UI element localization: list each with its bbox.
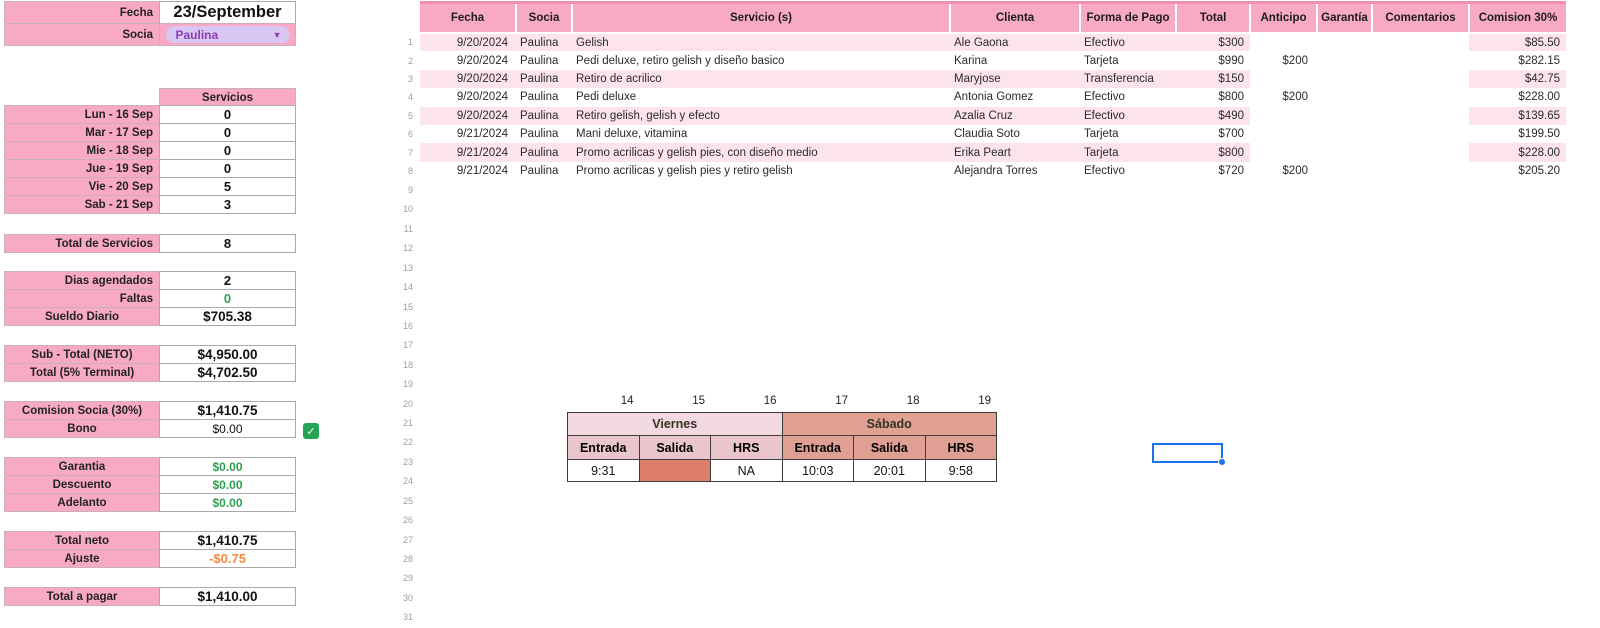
day-row bbox=[4, 195, 296, 214]
sabado-salida-value[interactable]: 20:01 bbox=[854, 460, 926, 482]
table-cell[interactable] bbox=[1372, 51, 1469, 69]
fecha-row bbox=[4, 1, 296, 24]
chevron-down-icon: ▼ bbox=[272, 29, 282, 40]
faltas-row bbox=[4, 289, 296, 308]
table-cell[interactable]: Paulina bbox=[520, 128, 559, 141]
table-cell[interactable]: Tarjeta bbox=[1080, 143, 1176, 161]
table-row bbox=[420, 162, 1566, 180]
subtotal-block bbox=[4, 346, 296, 382]
table-row bbox=[420, 51, 1566, 69]
header-servicio[interactable]: Servicio (s) bbox=[572, 4, 950, 33]
header-forma-de-pago[interactable]: Forma de Pago bbox=[1080, 4, 1176, 33]
descuento-row bbox=[4, 475, 296, 494]
table-cell[interactable]: Retiro gelish, gelish y efecto bbox=[572, 107, 950, 125]
total-a-pagar-label: Total a pagar bbox=[4, 587, 160, 606]
row-number[interactable]: 9 bbox=[407, 185, 413, 195]
subtotal-value-cell[interactable]: $4,950.00 bbox=[159, 345, 296, 364]
row-number[interactable]: 23 bbox=[402, 456, 413, 467]
header-total[interactable]: Total bbox=[1176, 4, 1250, 33]
table-cell[interactable]: Paulina bbox=[516, 33, 572, 51]
table-cell[interactable] bbox=[1317, 51, 1372, 69]
fecha-label: Fecha bbox=[4, 1, 160, 24]
table-cell[interactable]: Efectivo bbox=[1080, 33, 1176, 51]
table-cell[interactable]: Transferencia bbox=[1080, 70, 1176, 88]
table-cell[interactable]: $85.50 bbox=[1469, 33, 1566, 51]
socia-row bbox=[4, 23, 296, 46]
table-cell[interactable]: Paulina bbox=[520, 54, 559, 67]
table-cell[interactable] bbox=[1250, 143, 1317, 161]
fecha-socia-block bbox=[4, 2, 296, 46]
garantia-value-cell[interactable]: $0.00 bbox=[159, 457, 296, 476]
day-row bbox=[4, 141, 296, 160]
day-label: Sab - 21 Sep bbox=[4, 195, 160, 214]
table-cell[interactable]: Pedi deluxe, retiro gelish y diseño basico bbox=[576, 54, 785, 67]
bono-row bbox=[4, 419, 296, 438]
adelanto-value-cell[interactable]: $0.00 bbox=[159, 493, 296, 512]
table-row bbox=[420, 125, 1566, 143]
table-cell[interactable] bbox=[1250, 125, 1317, 143]
row-number[interactable]: 12 bbox=[402, 243, 413, 254]
day-label: Lun - 16 Sep bbox=[4, 105, 160, 124]
row-number[interactable]: 19 bbox=[402, 379, 413, 390]
table-cell[interactable]: Promo acrilicas y gelish pies y retiro gelish bbox=[576, 164, 793, 177]
table-cell[interactable] bbox=[1372, 70, 1469, 88]
table-cell[interactable]: $990 bbox=[1218, 54, 1244, 67]
table-cell[interactable]: $800 bbox=[1176, 143, 1250, 161]
table-cell[interactable]: Tarjeta bbox=[1084, 128, 1119, 141]
day-label: Jue - 19 Sep bbox=[4, 159, 160, 178]
table-cell[interactable]: $282.15 bbox=[1518, 54, 1560, 67]
table-cell[interactable] bbox=[1317, 33, 1372, 51]
table-cell[interactable]: $200 bbox=[1282, 54, 1308, 67]
table-cell[interactable]: Ale Gaona bbox=[950, 33, 1080, 51]
faltas-value-cell[interactable]: 0 bbox=[159, 289, 296, 308]
socia-dropdown[interactable] bbox=[166, 26, 290, 43]
day-label: Mie - 18 Sep bbox=[4, 141, 160, 160]
day-row bbox=[4, 177, 296, 196]
table-cell[interactable]: $800 bbox=[1218, 91, 1244, 104]
table-cell[interactable]: Mani deluxe, vitamina bbox=[576, 128, 688, 141]
total-servicios-row bbox=[4, 234, 296, 253]
day-row bbox=[4, 159, 296, 178]
day-value-cell[interactable]: 0 bbox=[159, 105, 296, 124]
table-cell[interactable]: 9/20/2024 bbox=[420, 107, 516, 125]
table-cell[interactable]: Retiro de acrilico bbox=[572, 70, 950, 88]
row-number[interactable]: 29 bbox=[402, 573, 413, 584]
table-cell[interactable]: $200 bbox=[1282, 164, 1308, 177]
table-cell[interactable]: 9/21/2024 bbox=[456, 128, 508, 141]
faltas-label: Faltas bbox=[4, 289, 160, 308]
comision-socia-row bbox=[4, 401, 296, 420]
table-cell[interactable] bbox=[1372, 162, 1469, 180]
table-cell[interactable]: $720 bbox=[1218, 164, 1244, 177]
table-header-row bbox=[420, 4, 1566, 33]
descuento-label: Descuento bbox=[4, 475, 160, 494]
total-neto-row bbox=[4, 531, 296, 550]
row-number[interactable]: 7 bbox=[407, 147, 413, 158]
row-number[interactable]: 2 bbox=[407, 55, 413, 66]
table-cell[interactable]: Maryjose bbox=[950, 70, 1080, 88]
sabado-hrs-header[interactable]: HRS bbox=[925, 436, 997, 460]
table-cell[interactable]: Efectivo bbox=[1080, 107, 1176, 125]
ajuste-value-cell[interactable]: -$0.75 bbox=[159, 549, 296, 568]
table-cell[interactable]: 9/21/2024 bbox=[420, 143, 516, 161]
column-number[interactable]: 14 bbox=[620, 395, 634, 407]
table-cell[interactable]: $150 bbox=[1176, 70, 1250, 88]
total-servicios-block bbox=[4, 235, 296, 253]
table-row bbox=[420, 33, 1566, 51]
total-a-pagar-block bbox=[4, 588, 296, 606]
ajuste-row bbox=[4, 549, 296, 568]
table-cell[interactable] bbox=[1372, 33, 1469, 51]
row-number[interactable]: 27 bbox=[402, 534, 413, 545]
day-value-cell[interactable]: 0 bbox=[159, 123, 296, 142]
row-number[interactable]: 26 bbox=[402, 515, 413, 526]
row-number[interactable]: 8 bbox=[407, 166, 413, 176]
servicios-per-day-block bbox=[4, 106, 296, 214]
table-cell[interactable]: Paulina bbox=[520, 91, 559, 104]
table-cell[interactable]: 9/20/2024 bbox=[456, 54, 508, 67]
adelanto-row bbox=[4, 493, 296, 512]
comision-socia-value-cell[interactable]: $1,410.75 bbox=[159, 401, 296, 420]
bono-value-cell[interactable]: $0.00 bbox=[159, 419, 296, 438]
main-table-body bbox=[420, 33, 1566, 180]
row-number[interactable]: 28 bbox=[402, 553, 413, 564]
column-number[interactable]: 15 bbox=[692, 395, 705, 407]
deducciones-block bbox=[4, 458, 296, 512]
row-number-gutter bbox=[393, 0, 413, 628]
fecha-value-cell[interactable]: 23/September bbox=[159, 1, 296, 24]
sabado-header[interactable]: Sábado bbox=[782, 413, 997, 436]
table-cell[interactable]: $199.50 bbox=[1518, 128, 1560, 141]
row-number[interactable]: 1 bbox=[407, 37, 413, 48]
fill-handle[interactable] bbox=[1218, 458, 1226, 466]
viernes-hrs-value[interactable]: NA bbox=[711, 460, 783, 482]
viernes-salida-value[interactable] bbox=[639, 460, 711, 482]
table-cell[interactable]: $205.20 bbox=[1518, 164, 1560, 177]
table-cell[interactable] bbox=[1317, 162, 1372, 180]
row-number[interactable]: 16 bbox=[402, 320, 413, 331]
socia-dropdown-value: Paulina bbox=[175, 27, 219, 42]
day-value-cell[interactable]: 0 bbox=[159, 141, 296, 160]
day-row bbox=[4, 105, 296, 124]
table-cell[interactable]: Antonia Gomez bbox=[954, 91, 1034, 104]
table-cell[interactable]: Paulina bbox=[516, 143, 572, 161]
row-number[interactable]: 13 bbox=[402, 262, 413, 273]
total-terminal-label: Total (5% Terminal) bbox=[4, 363, 160, 382]
table-cell[interactable]: 9/21/2024 bbox=[456, 164, 508, 177]
header-comision-30[interactable]: Comision 30% bbox=[1469, 4, 1566, 33]
dias-agendados-row bbox=[4, 271, 296, 290]
row-number[interactable]: 17 bbox=[402, 340, 413, 351]
row-number[interactable]: 14 bbox=[402, 282, 413, 293]
viernes-entrada-value[interactable]: 9:31 bbox=[568, 460, 640, 482]
row-number[interactable]: 24 bbox=[402, 476, 413, 487]
row-number[interactable]: 5 bbox=[407, 110, 413, 121]
table-cell[interactable]: Gelish bbox=[572, 33, 950, 51]
descuento-value-cell[interactable]: $0.00 bbox=[159, 475, 296, 494]
column-number[interactable]: 19 bbox=[978, 395, 991, 407]
sueldo-diario-row bbox=[4, 307, 296, 326]
row-number[interactable]: 18 bbox=[402, 359, 413, 370]
total-neto-block bbox=[4, 532, 296, 568]
table-cell[interactable] bbox=[1317, 125, 1372, 143]
total-neto-label: Total neto bbox=[4, 531, 160, 550]
comision-socia-label: Comision Socia (30%) bbox=[4, 401, 160, 420]
table-cell[interactable]: $228.00 bbox=[1469, 143, 1566, 161]
table-cell[interactable] bbox=[1250, 70, 1317, 88]
row-number[interactable]: 25 bbox=[402, 495, 413, 506]
table-cell[interactable]: Efectivo bbox=[1084, 164, 1125, 177]
table-cell[interactable]: Alejandra Torres bbox=[954, 164, 1038, 177]
table-cell[interactable]: $139.65 bbox=[1469, 107, 1566, 125]
total-servicios-label: Total de Servicios bbox=[4, 234, 160, 253]
services-table bbox=[420, 1, 1566, 180]
viernes-header[interactable]: Viernes bbox=[568, 413, 783, 436]
column-number[interactable]: 17 bbox=[835, 395, 848, 407]
adelanto-label: Adelanto bbox=[4, 493, 160, 512]
sabado-hrs-value[interactable]: 9:58 bbox=[925, 460, 997, 482]
day-value-cell[interactable]: 3 bbox=[159, 195, 296, 214]
day-row bbox=[4, 123, 296, 142]
schedule-column-numbers bbox=[567, 395, 996, 407]
row-number[interactable]: 22 bbox=[402, 437, 413, 448]
bono-checkbox[interactable] bbox=[303, 423, 319, 439]
socia-value-cell bbox=[159, 23, 296, 46]
table-cell[interactable]: Tarjeta bbox=[1084, 54, 1119, 67]
sueldo-diario-value-cell[interactable]: $705.38 bbox=[159, 307, 296, 326]
table-cell[interactable]: $300 bbox=[1176, 33, 1250, 51]
viernes-salida-header[interactable]: Salida bbox=[639, 436, 711, 460]
total-terminal-row bbox=[4, 363, 296, 382]
garantia-row bbox=[4, 457, 296, 476]
row-number[interactable]: 4 bbox=[407, 92, 413, 103]
header-anticipo[interactable]: Anticipo bbox=[1250, 4, 1317, 33]
active-cell-selection[interactable] bbox=[1152, 443, 1223, 463]
asistencia-block bbox=[4, 272, 296, 326]
header-clienta[interactable]: Clienta bbox=[950, 4, 1080, 33]
table-cell[interactable]: Pedi deluxe bbox=[576, 91, 637, 104]
sabado-entrada-header[interactable]: Entrada bbox=[782, 436, 854, 460]
header-comentarios[interactable]: Comentarios bbox=[1372, 4, 1469, 33]
row-number[interactable]: 21 bbox=[402, 418, 413, 429]
day-value-cell[interactable]: 5 bbox=[159, 177, 296, 196]
table-cell[interactable]: 9/20/2024 bbox=[420, 33, 516, 51]
table-cell[interactable]: Paulina bbox=[520, 164, 559, 177]
table-cell[interactable]: Paulina bbox=[516, 107, 572, 125]
schedule-values-row bbox=[568, 460, 997, 482]
servicios-column-header[interactable]: Servicios bbox=[159, 88, 296, 107]
ajuste-label: Ajuste bbox=[4, 549, 160, 568]
table-cell[interactable] bbox=[1372, 88, 1469, 106]
comision-block bbox=[4, 402, 296, 438]
dias-agendados-label: Dias agendados bbox=[4, 271, 160, 290]
sabado-entrada-value[interactable]: 10:03 bbox=[782, 460, 854, 482]
table-cell[interactable] bbox=[1250, 33, 1317, 51]
row-number[interactable]: 11 bbox=[403, 223, 413, 234]
column-number[interactable]: 18 bbox=[906, 395, 920, 407]
table-cell[interactable] bbox=[1372, 107, 1469, 125]
subtotal-label: Sub - Total (NETO) bbox=[4, 345, 160, 364]
table-cell[interactable]: Claudia Soto bbox=[954, 128, 1020, 141]
day-label: Vie - 20 Sep bbox=[4, 177, 160, 196]
schedule-table bbox=[567, 412, 997, 482]
table-cell[interactable]: $490 bbox=[1176, 107, 1250, 125]
table-cell[interactable] bbox=[1317, 70, 1372, 88]
schedule-subheader-row bbox=[568, 436, 997, 460]
table-cell[interactable] bbox=[1250, 107, 1317, 125]
header-socia[interactable]: Socia bbox=[516, 4, 572, 33]
row-number[interactable]: 6 bbox=[407, 129, 413, 140]
check-icon: ✓ bbox=[306, 425, 316, 438]
table-cell[interactable]: $700 bbox=[1218, 128, 1244, 141]
header-fecha[interactable]: Fecha bbox=[420, 4, 516, 33]
total-a-pagar-row bbox=[4, 587, 296, 606]
column-number[interactable]: 16 bbox=[763, 395, 777, 407]
total-a-pagar-value-cell[interactable]: $1,410.00 bbox=[159, 587, 296, 606]
dias-agendados-value-cell[interactable]: 2 bbox=[159, 271, 296, 290]
table-cell[interactable]: 9/20/2024 bbox=[420, 70, 516, 88]
header-garantia[interactable]: Garantía bbox=[1317, 4, 1372, 33]
day-label: Mar - 17 Sep bbox=[4, 123, 160, 142]
table-cell[interactable]: Efectivo bbox=[1084, 91, 1125, 104]
table-cell[interactable]: Promo acrilicas y gelish pies, con diseño medio bbox=[572, 143, 950, 161]
row-number[interactable]: 31 bbox=[402, 612, 413, 623]
table-row bbox=[420, 88, 1566, 106]
table-cell[interactable] bbox=[1317, 107, 1372, 125]
sabado-salida-header[interactable]: Salida bbox=[854, 436, 926, 460]
total-servicios-value-cell[interactable]: 8 bbox=[159, 234, 296, 253]
sueldo-diario-label: Sueldo Diario bbox=[4, 307, 160, 326]
total-terminal-value-cell[interactable]: $4,702.50 bbox=[159, 363, 296, 382]
row-number[interactable]: 20 bbox=[402, 398, 413, 409]
total-neto-value-cell[interactable]: $1,410.75 bbox=[159, 531, 296, 550]
garantia-label: Garantia bbox=[4, 457, 160, 476]
viernes-hrs-header[interactable]: HRS bbox=[711, 436, 783, 460]
table-row bbox=[420, 107, 1566, 125]
row-number[interactable]: 30 bbox=[402, 592, 413, 603]
bono-label: Bono bbox=[4, 419, 160, 438]
table-cell[interactable]: $228.00 bbox=[1518, 91, 1560, 104]
table-cell[interactable] bbox=[1372, 143, 1469, 161]
table-cell[interactable] bbox=[1317, 88, 1372, 106]
socia-label: Socia bbox=[4, 23, 160, 46]
table-cell[interactable]: Erika Peart bbox=[950, 143, 1080, 161]
schedule-day-header-row bbox=[568, 413, 997, 436]
row-number[interactable]: 15 bbox=[402, 301, 413, 312]
row-number[interactable]: 3 bbox=[407, 74, 413, 84]
subtotal-row bbox=[4, 345, 296, 364]
row-number[interactable]: 10 bbox=[402, 204, 413, 215]
table-cell[interactable]: Paulina bbox=[516, 70, 572, 88]
table-cell[interactable]: Azalia Cruz bbox=[950, 107, 1080, 125]
table-cell[interactable]: Karina bbox=[954, 54, 988, 67]
table-cell[interactable]: 9/20/2024 bbox=[456, 91, 508, 104]
table-cell[interactable]: $200 bbox=[1282, 91, 1308, 104]
table-cell[interactable] bbox=[1372, 125, 1469, 143]
day-value-cell[interactable]: 0 bbox=[159, 159, 296, 178]
table-row bbox=[420, 70, 1566, 88]
table-cell[interactable] bbox=[1317, 143, 1372, 161]
table-row bbox=[420, 143, 1566, 161]
viernes-entrada-header[interactable]: Entrada bbox=[568, 436, 640, 460]
table-cell[interactable]: $42.75 bbox=[1469, 70, 1566, 88]
